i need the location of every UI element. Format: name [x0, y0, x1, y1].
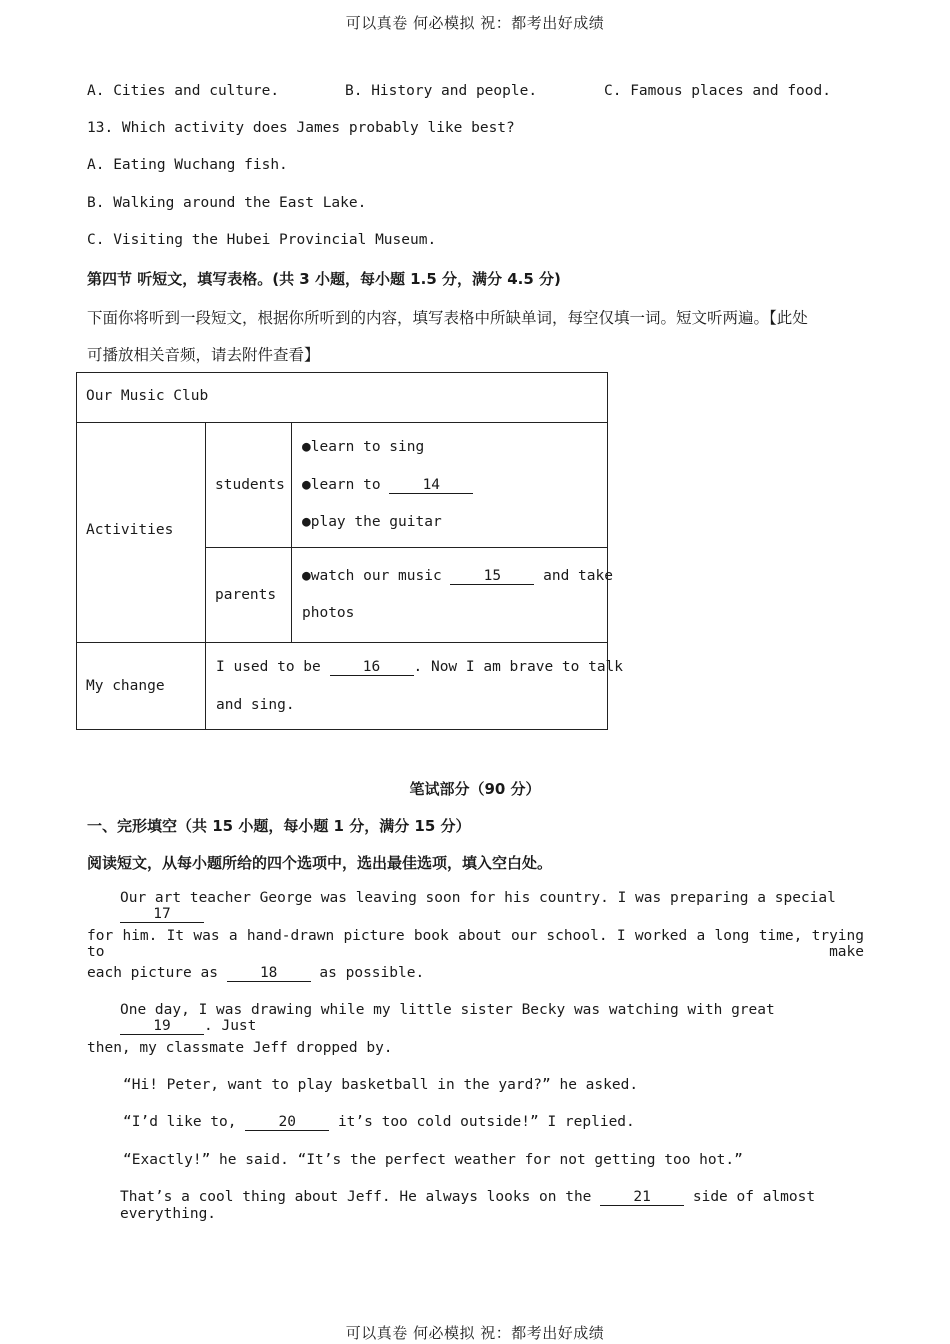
- students-item-learn-text: ●learn to: [302, 477, 390, 493]
- q13-option-a: A. Eating Wuchang fish.: [87, 157, 288, 173]
- blank-18: 18: [227, 966, 311, 982]
- section4-instruction-line2: 可播放相关音频，请去附件查看】: [87, 346, 320, 364]
- blank-19: 19: [120, 1019, 204, 1035]
- q13-option-b: B. Walking around the East Lake.: [87, 195, 367, 211]
- blank-15: 15: [450, 569, 534, 585]
- table-rule: [76, 422, 608, 423]
- passage-p4: [87, 1114, 864, 1131]
- passage-p3: “Hi! Peter, want to play basketball in the yard?” he asked.: [123, 1077, 639, 1093]
- cloze-instruction: 阅读短文，从每小题所给的四个选项中，选出最佳选项，填入空白处。: [87, 854, 553, 872]
- change-line1-b: . Now I am brave to talk: [413, 659, 624, 675]
- q13-option-c: C. Visiting the Hubei Provincial Museum.: [87, 232, 437, 248]
- page-header: 可以真卷 何必模拟 祝：都考出好成绩: [345, 14, 605, 32]
- passage-text: . Just: [204, 1018, 257, 1034]
- passage-text: it’s too cold outside!” I replied.: [329, 1114, 635, 1130]
- q13-stem: 13. Which activity does James probably like best?: [87, 120, 515, 136]
- passage-p1-line2: for him. It was a hand-drawn picture book about our school. I worked a long time, trying to make: [87, 928, 864, 960]
- passage-p2-line2: then, my classmate Jeff dropped by.: [87, 1040, 393, 1056]
- blank-14: 14: [389, 478, 473, 494]
- change-line1-a: I used to be: [216, 659, 330, 675]
- students-item-guitar: ●play the guitar: [302, 514, 442, 530]
- table-rule: [205, 547, 608, 548]
- change-line1: [216, 659, 623, 676]
- activities-label: Activities: [86, 522, 174, 538]
- blank-16: 16: [330, 660, 414, 676]
- table-rule: [76, 642, 608, 643]
- parents-line1-b: and take: [534, 568, 613, 584]
- page-footer: 可以真卷 何必模拟 祝：都考出好成绩: [345, 1324, 605, 1342]
- parents-line2: photos: [302, 605, 355, 621]
- table-rule: [291, 422, 292, 642]
- q12-option-b: B. History and people.: [345, 83, 538, 99]
- passage-text: each picture as: [87, 965, 227, 981]
- parents-line1-a: ●watch our music: [302, 568, 451, 584]
- q12-option-c: C. Famous places and food.: [604, 83, 831, 99]
- blank-17: 17: [120, 907, 204, 923]
- passage-text: That’s a cool thing about Jeff. He always looks on the: [120, 1189, 601, 1205]
- students-item-sing: ●learn to sing: [302, 439, 425, 455]
- parents-line1: [302, 568, 613, 585]
- table-title: Our Music Club: [86, 388, 209, 404]
- table-border: [76, 372, 608, 730]
- blank-21: 21: [600, 1190, 684, 1206]
- blank-20: 20: [245, 1115, 329, 1131]
- passage-text: One day, I was drawing while my little sister Becky was watching with great: [120, 1002, 775, 1018]
- q12-option-a: A. Cities and culture.: [87, 83, 280, 99]
- table-rule: [205, 422, 206, 730]
- parents-label: parents: [215, 587, 277, 603]
- students-item-learn: [302, 477, 473, 494]
- passage-p5: “Exactly!” he said. “It’s the perfect weather for not getting too hot.”: [123, 1152, 743, 1168]
- passage-p1-line1: [87, 890, 864, 923]
- change-line2: and sing.: [216, 697, 295, 713]
- section4-title: 第四节 听短文，填写表格。(共 3 小题，每小题 1.5 分，满分 4.5 分): [87, 270, 561, 288]
- passage-p2-line1: [87, 1002, 864, 1035]
- change-label: My change: [86, 678, 165, 694]
- students-label: students: [215, 477, 285, 493]
- passage-text: as possible.: [310, 965, 425, 981]
- cloze-section-title: 一、完形填空（共 15 小题，每小题 1 分，满分 15 分）: [87, 817, 471, 835]
- passage-text: Our art teacher George was leaving soon for his country. I was preparing a special: [120, 890, 836, 906]
- section4-instruction-line1: 下面你将听到一段短文，根据你所听到的内容，填写表格中所缺单词，每空仅填一词。短文听两遍。【此处: [87, 309, 808, 327]
- music-club-table: [76, 372, 624, 730]
- passage-p6: [87, 1189, 864, 1222]
- written-part-title: 笔试部分（90 分）: [409, 780, 541, 798]
- passage-p1-line3: [87, 965, 864, 982]
- passage-text: side of almost everything.: [120, 1189, 816, 1222]
- passage-text: “I’d like to,: [123, 1114, 246, 1130]
